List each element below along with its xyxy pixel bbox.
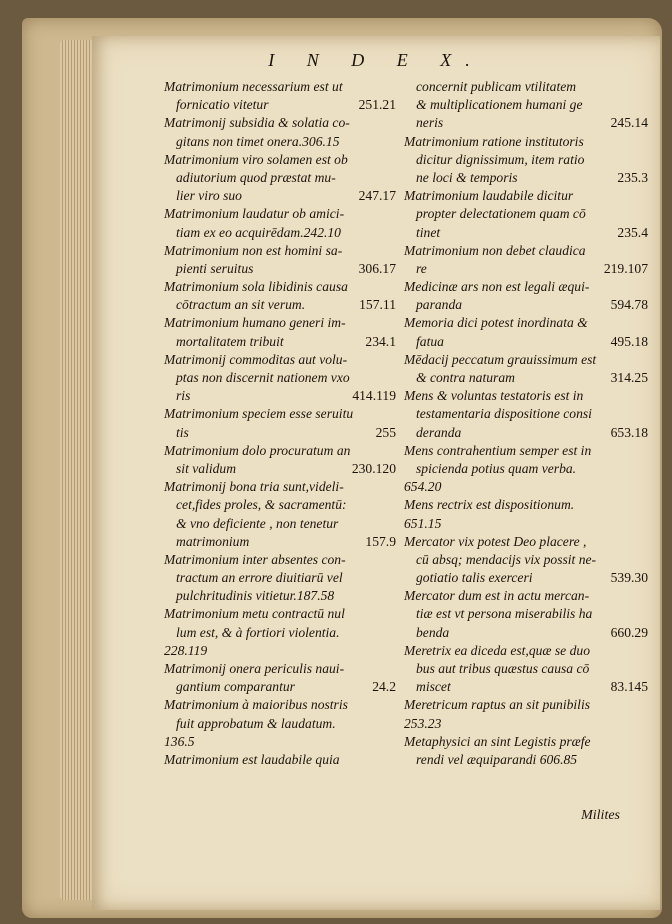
index-entry-text: Matrimonium necessarium est ut (164, 79, 343, 94)
index-entry-text: tractum an errore diuitiarū vel (176, 570, 343, 586)
index-line (164, 442, 404, 460)
index-line (164, 351, 404, 369)
index-line (164, 296, 404, 314)
index-entry-text: tinet (416, 224, 441, 240)
index-line (164, 751, 404, 769)
index-line (404, 496, 656, 514)
index-line (164, 605, 404, 623)
index-entry-text: Matrimonium viro solamen est ob (164, 151, 348, 167)
index-line (404, 260, 656, 278)
index-entry-text: Matrimonium ratione institutoris (404, 133, 584, 149)
index-line (164, 96, 404, 114)
index-line (404, 696, 656, 714)
index-page-reference: 653.18 (610, 424, 648, 440)
index-entry-text: ris (176, 388, 191, 404)
index-page-reference: 594.78 (610, 297, 648, 313)
index-line (404, 205, 656, 223)
index-entry-text: pulchritudinis vitietur.187.58 (176, 588, 335, 604)
index-line (404, 642, 656, 660)
index-line (404, 515, 656, 533)
index-page-reference: 219.107 (603, 260, 648, 276)
index-line (404, 424, 656, 442)
index-entry-text: cet,fides proles, & sacramentū: (176, 497, 347, 513)
left-index-column (164, 78, 404, 769)
index-line (404, 224, 656, 242)
index-line (164, 533, 404, 551)
index-line (404, 533, 656, 551)
index-page-reference: 245.14 (610, 115, 648, 131)
index-entry-text: Matrimonium inter absentes con- (164, 551, 346, 567)
index-line (164, 78, 404, 96)
index-page-reference: 157.9 (365, 533, 396, 549)
index-line (164, 151, 404, 169)
index-entry-text: benda (416, 624, 450, 640)
index-line (164, 314, 404, 332)
index-line (164, 660, 404, 678)
index-entry-text: Matrimonij onera periculis naui- (164, 661, 345, 676)
index-entry-text: fornicatio vitetur (176, 97, 269, 113)
index-line (404, 660, 656, 678)
right-index-column (404, 78, 656, 769)
index-line (164, 278, 404, 296)
index-entry-text: deranda (416, 424, 462, 440)
index-line (404, 151, 656, 169)
index-entry-text: ptas non discernit nationem vxo (176, 370, 350, 385)
index-entry-text: Matrimonium à maioribus nostris (164, 697, 348, 713)
index-line (164, 515, 404, 533)
index-line (404, 733, 656, 751)
index-line (164, 642, 404, 660)
index-entry-text: tiam ex eo acquirēdam.242.10 (176, 224, 341, 240)
index-line (164, 678, 404, 696)
index-line (164, 114, 404, 132)
index-line (404, 405, 656, 423)
index-line (164, 460, 404, 478)
index-entry-text: neris (416, 115, 444, 131)
index-page-reference: 306.17 (358, 260, 396, 276)
index-entry-text: propter delectationem quam cō (416, 206, 586, 222)
index-entry-text: re (416, 260, 427, 276)
index-entry-text: adiutorium quod præstat mu- (176, 169, 336, 185)
index-line (164, 205, 404, 223)
index-entry-text: dicitur dignissimum, item ratio (416, 151, 585, 167)
index-entry-text: cōtractum an sit verum. (176, 297, 306, 313)
index-entry-text: Matrimonium non est homini sa- (164, 242, 343, 258)
index-entry-text: gantium comparantur (176, 679, 295, 695)
index-entry-text: lum est, & à fortiori violentia. (176, 624, 340, 640)
index-line (404, 369, 656, 387)
index-line (164, 551, 404, 569)
index-entry-text: & contra naturam (416, 370, 515, 385)
index-line (404, 478, 656, 496)
index-entry-text: Mens rectrix est dispositionum. (404, 497, 575, 513)
index-entry-text: Matrimonium humano generi im- (164, 315, 346, 331)
index-entry-text: Matrimonium laudabile dicitur (404, 188, 574, 204)
index-line (404, 387, 656, 405)
index-line (404, 296, 656, 314)
index-line (164, 333, 404, 351)
index-entry-text: gitans non timet onera.306.15 (176, 133, 340, 149)
index-line (164, 424, 404, 442)
index-entry-text: Metaphysici an sint Legistis præfe (404, 733, 591, 749)
index-entry-text: lier viro suo (176, 188, 242, 204)
index-line (404, 78, 656, 96)
index-line (404, 751, 656, 769)
index-entry-text: tiæ est vt persona miserabilis ha (416, 606, 593, 622)
index-entry-text: tis (176, 424, 189, 440)
index-line (164, 569, 404, 587)
index-entry-text: Matrimonium non debet claudica (404, 242, 586, 258)
index-entry-text: fuit approbatum & laudatum. (176, 715, 336, 731)
index-entry-text: Matrimonium metu contractū nul (164, 606, 345, 622)
index-entry-text: Matrimonij bona tria sunt,videli- (164, 479, 344, 495)
index-line (164, 242, 404, 260)
catchword: Milites (581, 808, 620, 823)
index-line (404, 187, 656, 205)
index-entry-text: Mercator vix potest Deo placere , (404, 533, 587, 549)
index-entry-text: cū absq; mendacijs vix possit ne- (416, 551, 597, 567)
index-line (164, 133, 404, 151)
index-page-reference: 539.30 (610, 570, 648, 586)
index-entry-text: Mens contrahentium semper est in (404, 442, 592, 458)
index-entry-text: Meretrix ea diceda est,quæ se duo (404, 642, 590, 658)
index-page-reference: 247.17 (358, 188, 396, 204)
index-entry-text: gotiatio talis exerceri (416, 570, 533, 586)
index-entry-text: Mens & voluntas testatoris est in (404, 388, 584, 404)
index-entry-text: matrimonium (176, 533, 250, 549)
index-line (164, 405, 404, 423)
index-line (404, 678, 656, 696)
index-entry-text: 228.119 (164, 642, 208, 658)
index-line (164, 496, 404, 514)
index-entry-text: fatua (416, 333, 444, 349)
index-entry-text: bus aut tribus quæstus causa cō (416, 661, 590, 676)
index-page-reference: 235.4 (617, 224, 648, 240)
index-page-reference: 314.25 (610, 370, 648, 385)
index-line (164, 260, 404, 278)
index-line (164, 187, 404, 205)
index-page-reference: 660.29 (610, 624, 648, 640)
index-entry-text: Mēdacij peccatum grauissimum est (404, 351, 597, 367)
index-line (404, 715, 656, 733)
index-entry-text: Medicinæ ars non est legali æqui- (404, 279, 590, 295)
index-entry-text: Matrimonium est laudabile quia (164, 751, 340, 767)
index-line (404, 96, 656, 114)
index-line (404, 460, 656, 478)
index-entry-text: Meretricum raptus an sit punibilis (404, 697, 591, 713)
index-line (404, 569, 656, 587)
index-line (164, 624, 404, 642)
index-entry-text: 654.20 (404, 479, 442, 495)
running-head: I N D E X. (268, 50, 484, 70)
index-page-reference: 251.21 (358, 97, 396, 113)
index-entry-text: mortalitatem tribuit (176, 333, 284, 349)
index-line (404, 551, 656, 569)
index-entry-text: paranda (416, 297, 463, 313)
index-entry-text: Matrimonium speciem esse seruitu (164, 406, 354, 422)
index-line (404, 587, 656, 605)
index-line (404, 351, 656, 369)
index-entry-text: Matrimonium dolo procuratum an (164, 442, 351, 458)
index-page-reference: 24.2 (372, 679, 396, 695)
index-line (164, 587, 404, 605)
index-entry-text: 651.15 (404, 515, 442, 531)
index-line (404, 442, 656, 460)
index-entry-text: pienti seruitus (176, 260, 254, 276)
index-line (404, 605, 656, 623)
index-line (404, 133, 656, 151)
index-entry-text: miscet (416, 679, 451, 695)
index-entry-text: & multiplicationem humani ge (416, 97, 583, 113)
index-page-reference: 157.11 (359, 297, 396, 313)
index-entry-text: spicienda potius quam verba. (416, 460, 577, 476)
index-line (404, 169, 656, 187)
index-line (164, 224, 404, 242)
index-page-reference: 235.3 (617, 169, 648, 185)
book-page (92, 36, 660, 910)
index-entry-text: 253.23 (404, 715, 442, 731)
index-line (404, 624, 656, 642)
index-page-reference: 83.145 (610, 679, 648, 695)
index-line (164, 169, 404, 187)
index-line (164, 715, 404, 733)
index-line (164, 387, 404, 405)
index-line (404, 242, 656, 260)
index-entry-text: 136.5 (164, 733, 195, 749)
index-page-reference: 414.119 (352, 388, 396, 404)
index-line (164, 696, 404, 714)
index-line (404, 333, 656, 351)
index-line (404, 314, 656, 332)
index-entry-text: Mercator dum est in actu mercan- (404, 588, 590, 604)
index-entry-text: Matrimonij commoditas aut volu- (164, 351, 348, 367)
index-entry-text: Memoria dici potest inordinata & (404, 315, 588, 331)
index-entry-text: ne loci & temporis (416, 169, 518, 185)
index-line (164, 369, 404, 387)
index-entry-text: Matrimonij subsidia & solatia co- (164, 115, 350, 131)
index-line (404, 278, 656, 296)
index-entry-text: testamentaria dispositione consi (416, 406, 592, 422)
index-page-reference: 234.1 (365, 333, 396, 349)
index-entry-text: & vno deficiente , non tenetur (176, 515, 339, 531)
index-entry-text: sit validum (176, 460, 237, 476)
index-entry-text: concernit publicam vtilitatem (416, 79, 577, 94)
index-entry-text: Matrimonium laudatur ob amici- (164, 206, 345, 222)
index-page-reference: 495.18 (610, 333, 648, 349)
index-entry-text: Matrimonium sola libidinis causa (164, 279, 348, 295)
index-entry-text: rendi vel æquiparandi 606.85 (416, 751, 578, 767)
index-line (164, 478, 404, 496)
index-page-reference: 230.120 (351, 460, 396, 476)
index-line (164, 733, 404, 751)
index-line (404, 114, 656, 132)
index-page-reference: 255 (375, 424, 396, 440)
